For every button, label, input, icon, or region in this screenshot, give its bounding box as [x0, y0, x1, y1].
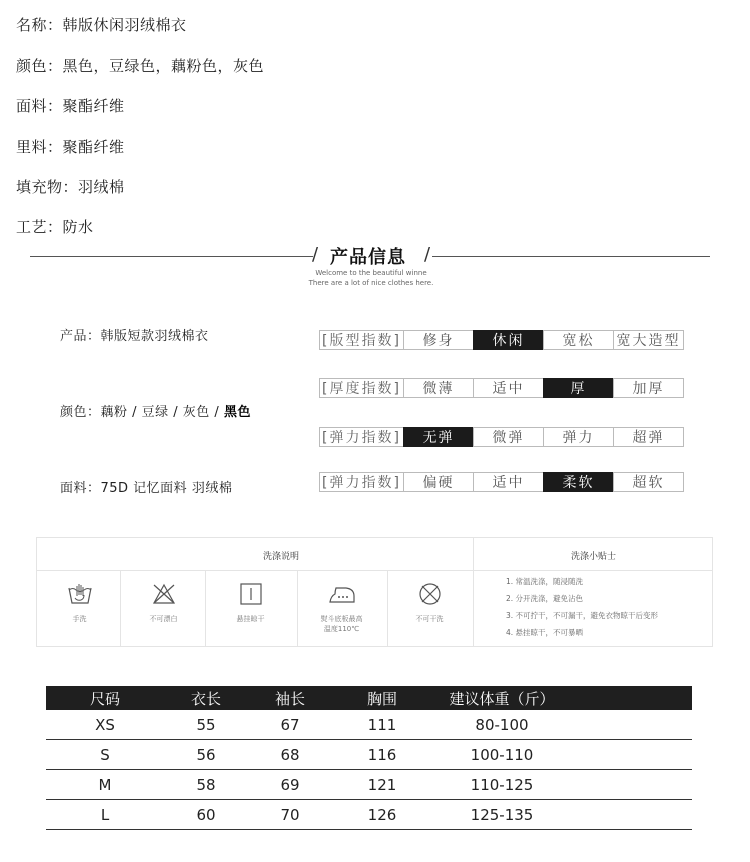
- fit-index-row: [320, 330, 684, 350]
- softness-index-label: [弹力指数]: [319, 472, 404, 492]
- product-fabric: 面料：75D 记忆面料 羽绒棉: [60, 481, 233, 496]
- fit-option-loose: 宽松: [543, 330, 614, 350]
- thickness-index-label: [厚度指数]: [319, 378, 404, 398]
- cell-size: M: [98, 775, 112, 794]
- cell-size: XS: [95, 715, 115, 734]
- spec-craft: 工艺：防水: [16, 218, 94, 236]
- care-item-no-bleach: [121, 582, 206, 624]
- care-right-title: 洗涤小贴士: [571, 552, 617, 562]
- section-subtitle-1: Welcome to the beautiful winne: [315, 269, 427, 277]
- cell-sleeve: 67: [280, 715, 300, 734]
- softness-option-firm: 偏硬: [403, 472, 474, 492]
- care-tip-3: 3. 不可拧干，不可漏干，避免衣物晾干后变形: [506, 611, 659, 620]
- table-row: [46, 710, 692, 740]
- section-subtitle-2: There are a lot of nice clothes here.: [308, 279, 434, 287]
- slash-left: /: [312, 244, 319, 265]
- hand-wash-icon: [67, 582, 93, 606]
- section-title: 产品信息: [330, 247, 406, 268]
- cell-length: 60: [196, 805, 216, 824]
- header-rule-left: [30, 256, 313, 257]
- table-row: [46, 770, 692, 800]
- cell-chest: 116: [367, 745, 397, 764]
- elasticity-option-elastic: 弹力: [543, 427, 614, 447]
- iron-icon: [326, 582, 358, 606]
- care-divider-vertical: [473, 538, 474, 646]
- hang-dry-icon: [238, 582, 264, 606]
- cell-chest: 126: [367, 805, 397, 824]
- softness-option-soft: 柔软: [543, 472, 614, 492]
- care-caption-iron: [299, 614, 384, 634]
- elasticity-option-none: 无弹: [403, 427, 474, 447]
- care-instructions: [36, 537, 713, 647]
- col-size: 尺码: [89, 689, 120, 708]
- care-caption-iron-1: 熨斗底板最高: [320, 615, 363, 623]
- cell-weight: 125-135: [470, 805, 534, 824]
- product-colors: [60, 401, 251, 420]
- thickness-option-medium: 适中: [473, 378, 544, 398]
- care-tip-2: 2. 分开洗涤，避免沾色: [506, 594, 584, 603]
- care-caption-iron-2: 温度110℃: [323, 625, 360, 633]
- softness-option-medium: 适中: [473, 472, 544, 492]
- elasticity-option-slight: 微弹: [473, 427, 544, 447]
- cell-sleeve: 70: [280, 805, 300, 824]
- softness-option-super-soft: 超软: [613, 472, 684, 492]
- table-row: [46, 740, 692, 770]
- elasticity-index-row: [320, 427, 684, 447]
- thickness-option-thick: 厚: [543, 378, 614, 398]
- elasticity-option-super: 超弹: [613, 427, 684, 447]
- size-table: [46, 686, 692, 830]
- spec-fabric: 面料：聚酯纤维: [16, 97, 125, 115]
- cell-size: L: [100, 805, 110, 824]
- spec-color: 颜色：黑色，豆绿色，藕粉色，灰色: [16, 57, 265, 75]
- no-dry-clean-icon: [417, 582, 443, 606]
- slash-right: /: [424, 244, 431, 265]
- fit-option-oversize: 宽大造型: [613, 330, 684, 350]
- cell-chest: 111: [367, 715, 397, 734]
- care-tip-1: 1. 常温洗涤，随浸随洗: [506, 577, 584, 586]
- spec-filling: 填充物：羽绒棉: [16, 178, 125, 196]
- thickness-option-thin: 微薄: [403, 378, 474, 398]
- care-caption-no-dry-clean: 不可干洗: [415, 615, 444, 623]
- col-chest: 胸围: [366, 689, 397, 708]
- spec-lining: 里料：聚酯纤维: [16, 138, 125, 156]
- thickness-index-row: [320, 378, 684, 398]
- product-colors-text: 颜色：藕粉 / 豆绿 / 灰色 /: [60, 405, 224, 420]
- cell-weight: 80-100: [475, 715, 529, 734]
- care-item-hang-dry: [208, 582, 293, 624]
- fit-index-label: [版型指数]: [319, 330, 404, 350]
- header-rule-right: [432, 256, 710, 257]
- table-row: [46, 800, 692, 830]
- elasticity-index-label: [弹力指数]: [319, 427, 404, 447]
- fit-option-slim: 修身: [403, 330, 474, 350]
- care-col-divider-3: [297, 570, 298, 646]
- cell-length: 55: [196, 715, 216, 734]
- cell-size: S: [100, 745, 110, 764]
- softness-index-row: [320, 472, 684, 492]
- size-table-header: [46, 686, 692, 710]
- care-caption-hand-wash: 手洗: [72, 615, 87, 623]
- col-sleeve: 袖长: [274, 689, 305, 708]
- thickness-option-extra-thick: 加厚: [613, 378, 684, 398]
- cell-sleeve: 68: [280, 745, 300, 764]
- care-tip-4: 4. 悬挂晾干，不可暴晒: [506, 628, 584, 637]
- care-divider-horizontal: [37, 570, 712, 571]
- fit-option-casual: 休闲: [473, 330, 544, 350]
- care-left-title: 洗涤说明: [263, 552, 300, 562]
- cell-length: 56: [196, 745, 216, 764]
- cell-weight: 110-125: [470, 775, 534, 794]
- care-item-hand-wash: [37, 582, 122, 624]
- col-length: 衣长: [190, 689, 221, 708]
- cell-length: 58: [196, 775, 216, 794]
- spec-name: 名称：韩版休闲羽绒棉衣: [16, 16, 187, 34]
- care-caption-no-bleach: 不可漂白: [149, 615, 178, 623]
- care-caption-hang-dry: 悬挂晾干: [236, 615, 265, 623]
- col-weight: 建议体重（斤）: [449, 689, 555, 708]
- care-item-no-dry-clean: [387, 582, 472, 624]
- product-name: 产品：韩版短款羽绒棉衣: [60, 329, 209, 344]
- care-item-iron: [299, 582, 384, 634]
- product-colors-bold: 黑色: [223, 405, 251, 420]
- no-bleach-icon: [151, 582, 177, 606]
- cell-sleeve: 69: [280, 775, 300, 794]
- cell-chest: 121: [367, 775, 397, 794]
- cell-weight: 100-110: [470, 745, 534, 764]
